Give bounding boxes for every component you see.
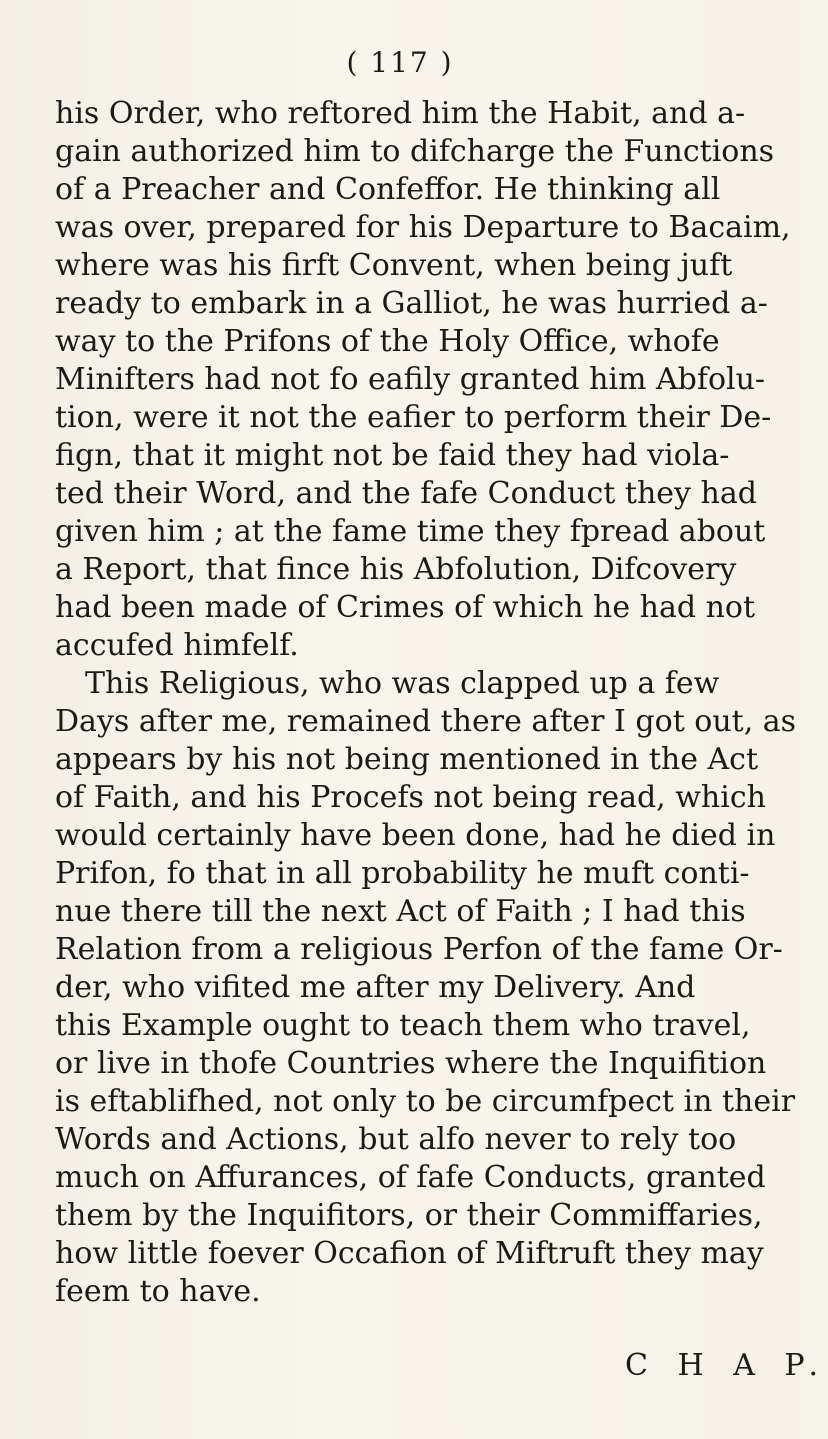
text-line: ted their Word, and the fafe Conduct they had <box>55 476 757 511</box>
text-line: Relation from a religious Perfon of the fame Or- <box>55 932 783 967</box>
text-line: was over, prepared for his Departure to Bacaim, <box>55 210 791 245</box>
paragraph-start-line: This Religious, who was clapped up a few <box>85 666 720 701</box>
text-line: Prifon, fo that in all probability he muft conti- <box>55 856 750 891</box>
text-line: tion, were it not the eafier to perform their De- <box>55 400 772 435</box>
text-line: would certainly have been done, had he died in <box>55 818 776 853</box>
text-line: Days after me, remained there after I got out, as <box>55 704 797 739</box>
text-line: how little foever Occafion of Miftruft they may <box>55 1236 764 1271</box>
text-line: way to the Prifons of the Holy Office, whofe <box>55 324 720 359</box>
text-line: ready to embark in a Galliot, he was hurried a- <box>55 286 768 321</box>
text-line: or live in thofe Countries where the Inquifition <box>55 1046 767 1081</box>
text-line: feem to have. <box>55 1274 261 1309</box>
text-line: much on Affurances, of fafe Conducts, granted <box>55 1160 766 1195</box>
text-line: of Faith, and his Procefs not being read, which <box>55 780 766 815</box>
text-line: of a Preacher and Confeffor. He thinking all <box>55 172 721 207</box>
catchword: C H A P. <box>625 1348 828 1383</box>
text-line: given him ; at the fame time they fpread about <box>55 514 766 549</box>
text-line: appears by his not being mentioned in the Act <box>55 742 759 777</box>
text-line: where was his firft Convent, when being juft <box>55 248 733 283</box>
text-line: der, who vifited me after my Delivery. And <box>55 970 696 1005</box>
text-line: a Report, that fince his Abfolution, Difcovery <box>55 552 737 587</box>
text-line: his Order, who reftored him the Habit, and a- <box>55 96 746 131</box>
text-line: fign, that it might not be faid they had viola- <box>55 438 730 473</box>
text-line: Minifters had not fo eafily granted him Abfolu- <box>55 362 766 397</box>
text-line: is eftablifhed, not only to be circumfpect in their <box>55 1084 796 1119</box>
text-line: accufed himfelf. <box>55 628 299 663</box>
text-line: Words and Actions, but alfo never to rely too <box>55 1122 737 1157</box>
text-line: had been made of Crimes of which he had not <box>55 590 756 625</box>
page-number: ( 117 ) <box>346 46 454 79</box>
text-line: nue there till the next Act of Faith ; I had this <box>55 894 746 929</box>
text-line: them by the Inquifitors, or their Commiffaries, <box>55 1198 763 1233</box>
text-line: gain authorized him to difcharge the Functions <box>55 134 775 169</box>
text-line: this Example ought to teach them who travel, <box>55 1008 751 1043</box>
